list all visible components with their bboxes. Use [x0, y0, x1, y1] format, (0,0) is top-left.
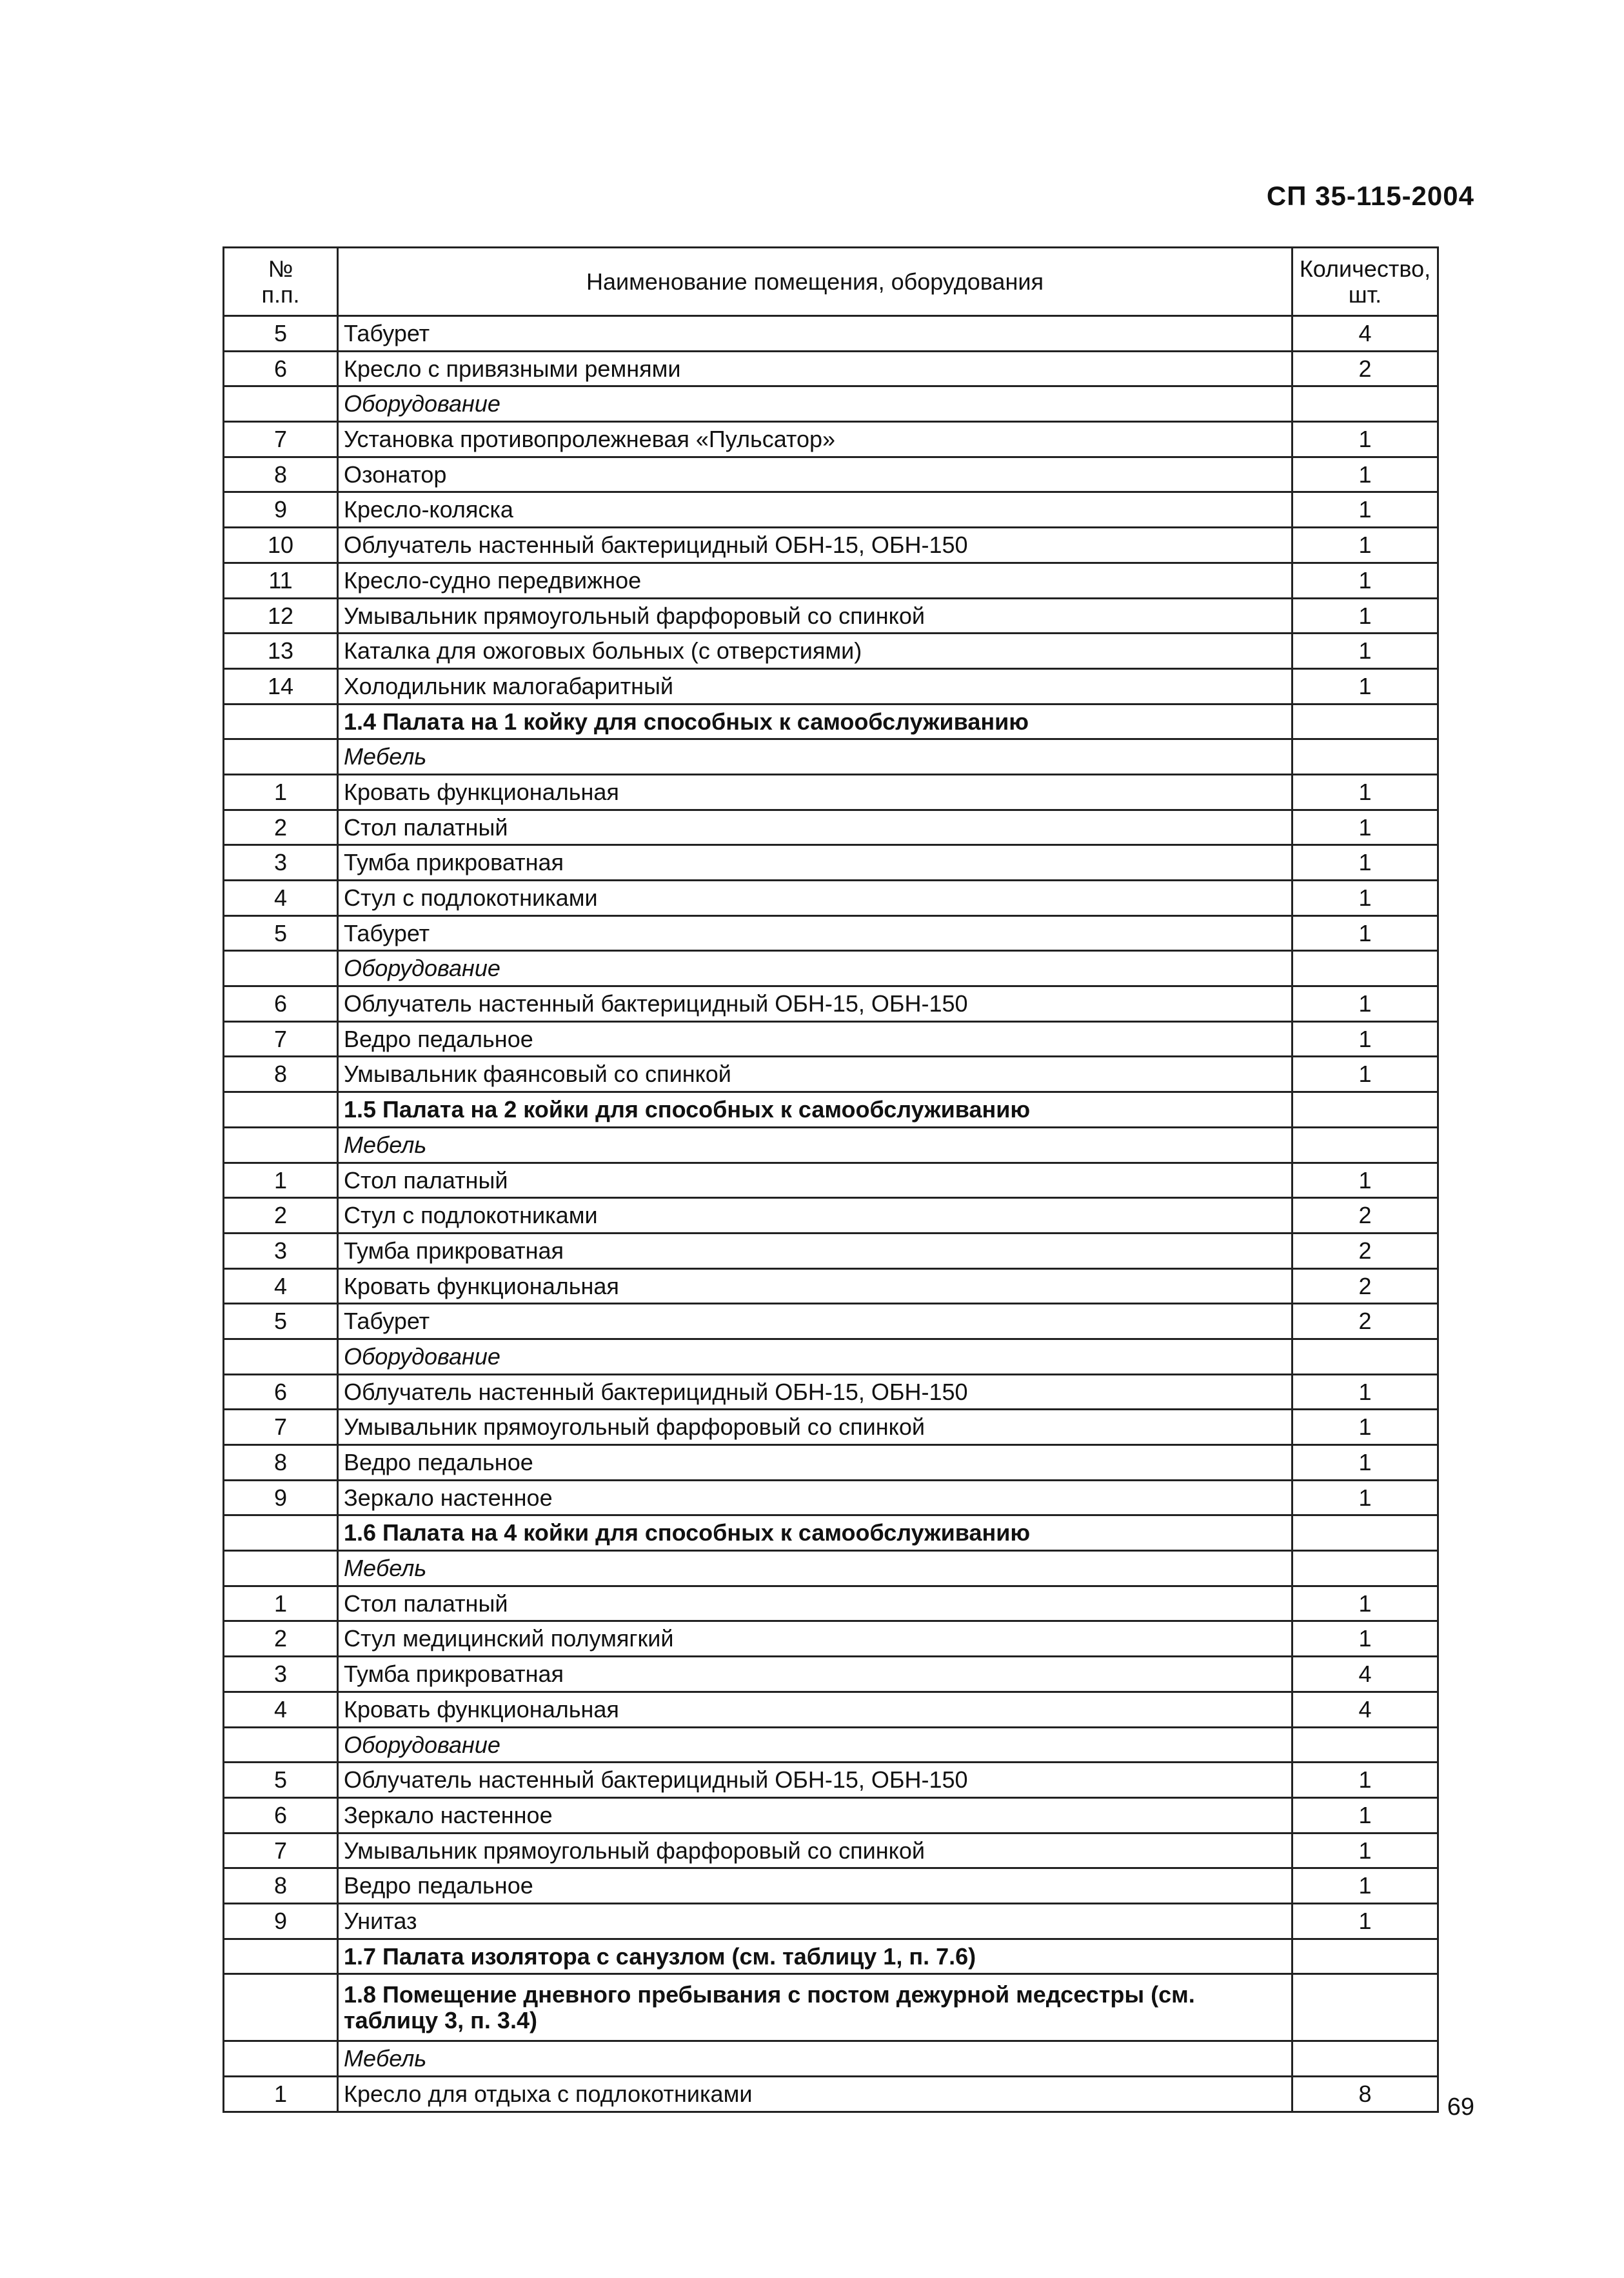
subsection-heading-row	[224, 386, 1438, 422]
row-number: 6	[224, 351, 338, 386]
row-number: 4	[224, 1268, 338, 1304]
item-quantity: 1	[1292, 634, 1438, 669]
item-quantity: 1	[1292, 492, 1438, 528]
table-row	[224, 1657, 1438, 1692]
table-row	[224, 1233, 1438, 1268]
column-header-number-label: № п.п.	[261, 255, 300, 308]
item-quantity: 2	[1292, 351, 1438, 386]
item-quantity	[1292, 386, 1438, 422]
item-quantity	[1292, 1339, 1438, 1374]
item-name: Облучатель настенный бактерицидный ОБН-15, ОБН-150	[338, 528, 1292, 563]
subsection-heading-row	[224, 951, 1438, 986]
item-name: Кровать функциональная	[338, 1692, 1292, 1727]
item-quantity	[1292, 1974, 1438, 2041]
row-number: 6	[224, 986, 338, 1022]
table-row	[224, 457, 1438, 492]
item-quantity: 1	[1292, 563, 1438, 598]
row-number	[224, 1727, 338, 1763]
table-row	[224, 2077, 1438, 2112]
equipment-table	[223, 246, 1439, 2113]
table-row	[224, 1797, 1438, 1833]
table-row	[224, 1268, 1438, 1304]
item-name: Стул с подлокотниками	[338, 1198, 1292, 1234]
item-name: Ведро педальное	[338, 1868, 1292, 1904]
table-row	[224, 1163, 1438, 1198]
item-name: Стул медицинский полумягкий	[338, 1621, 1292, 1657]
item-quantity: 1	[1292, 774, 1438, 810]
row-number: 8	[224, 1445, 338, 1481]
item-name: Ведро педальное	[338, 1021, 1292, 1057]
row-number: 7	[224, 1833, 338, 1868]
row-number	[224, 1339, 338, 1374]
row-number: 7	[224, 422, 338, 457]
table-row	[224, 351, 1438, 386]
item-quantity: 2	[1292, 1198, 1438, 1234]
row-number: 11	[224, 563, 338, 598]
table-row	[224, 1374, 1438, 1410]
table-row	[224, 634, 1438, 669]
row-number: 7	[224, 1410, 338, 1445]
row-number	[224, 1939, 338, 1974]
item-quantity	[1292, 1127, 1438, 1163]
subsection-heading-row	[224, 1127, 1438, 1163]
item-quantity	[1292, 1727, 1438, 1763]
item-quantity	[1292, 704, 1438, 739]
item-name: Кресло для отдыха с подлокотниками	[338, 2077, 1292, 2112]
item-quantity	[1292, 739, 1438, 775]
subsection-heading-row	[224, 2041, 1438, 2077]
row-number	[224, 1974, 338, 2041]
row-number: 13	[224, 634, 338, 669]
item-name: Умывальник прямоугольный фарфоровый со спинкой	[338, 598, 1292, 634]
row-number: 6	[224, 1374, 338, 1410]
row-number	[224, 739, 338, 775]
section-heading-row	[224, 1092, 1438, 1128]
item-quantity	[1292, 951, 1438, 986]
item-quantity: 4	[1292, 316, 1438, 352]
subsection-title: Оборудование	[338, 1339, 1292, 1374]
table-row	[224, 1868, 1438, 1904]
item-name: Умывальник прямоугольный фарфоровый со спинкой	[338, 1833, 1292, 1868]
item-name: Холодильник малогабаритный	[338, 668, 1292, 704]
section-title: 1.4 Палата на 1 койку для способных к самообслуживанию	[338, 704, 1292, 739]
subsection-title: Оборудование	[338, 386, 1292, 422]
column-header-number	[224, 248, 338, 316]
document-code: СП 35-115-2004	[1266, 181, 1474, 211]
header-row	[224, 248, 1438, 316]
subsection-title: Мебель	[338, 1127, 1292, 1163]
item-name: Ведро педальное	[338, 1445, 1292, 1481]
subsection-heading-row	[224, 739, 1438, 775]
table-row	[224, 1304, 1438, 1339]
row-number	[224, 704, 338, 739]
item-quantity: 1	[1292, 1903, 1438, 1939]
item-quantity: 1	[1292, 1021, 1438, 1057]
table-row	[224, 492, 1438, 528]
row-number: 1	[224, 1586, 338, 1621]
row-number: 12	[224, 598, 338, 634]
table-row	[224, 563, 1438, 598]
subsection-title: Оборудование	[338, 951, 1292, 986]
item-name: Кровать функциональная	[338, 774, 1292, 810]
item-name: Облучатель настенный бактерицидный ОБН-15, ОБН-150	[338, 986, 1292, 1022]
item-quantity: 2	[1292, 1268, 1438, 1304]
item-name: Умывальник прямоугольный фарфоровый со спинкой	[338, 1410, 1292, 1445]
subsection-title: Мебель	[338, 739, 1292, 775]
item-quantity: 1	[1292, 422, 1438, 457]
item-quantity: 1	[1292, 986, 1438, 1022]
item-quantity: 1	[1292, 1621, 1438, 1657]
row-number: 8	[224, 457, 338, 492]
row-number	[224, 1127, 338, 1163]
column-header-name-label: Наименование помещения, оборудования	[586, 268, 1044, 295]
item-name: Каталка для ожоговых больных (с отверстиями)	[338, 634, 1292, 669]
row-number: 1	[224, 774, 338, 810]
table-row	[224, 1198, 1438, 1234]
table-header	[224, 248, 1438, 316]
row-number: 5	[224, 915, 338, 951]
row-number: 6	[224, 1797, 338, 1833]
row-number: 1	[224, 2077, 338, 2112]
column-header-quantity-label: Количество, шт.	[1299, 255, 1431, 308]
section-heading-row	[224, 1939, 1438, 1974]
item-name: Облучатель настенный бактерицидный ОБН-15, ОБН-150	[338, 1763, 1292, 1798]
row-number	[224, 386, 338, 422]
row-number: 10	[224, 528, 338, 563]
item-quantity	[1292, 1515, 1438, 1551]
item-name: Стол палатный	[338, 810, 1292, 845]
item-quantity: 1	[1292, 668, 1438, 704]
table-row	[224, 1903, 1438, 1939]
row-number: 4	[224, 1692, 338, 1727]
item-quantity: 1	[1292, 881, 1438, 916]
item-quantity	[1292, 2041, 1438, 2077]
item-name: Табурет	[338, 1304, 1292, 1339]
item-quantity: 1	[1292, 528, 1438, 563]
item-name: Стол палатный	[338, 1586, 1292, 1621]
subsection-heading-row	[224, 1727, 1438, 1763]
row-number	[224, 2041, 338, 2077]
row-number	[224, 1551, 338, 1586]
column-header-quantity	[1292, 248, 1438, 316]
row-number: 9	[224, 1903, 338, 1939]
table-row	[224, 986, 1438, 1022]
column-header-name	[338, 248, 1292, 316]
row-number: 5	[224, 1304, 338, 1339]
table-row	[224, 1057, 1438, 1092]
row-number: 2	[224, 810, 338, 845]
table-row	[224, 1480, 1438, 1515]
row-number: 8	[224, 1057, 338, 1092]
table-row	[224, 1763, 1438, 1798]
table-row	[224, 1833, 1438, 1868]
row-number: 7	[224, 1021, 338, 1057]
item-quantity: 1	[1292, 1445, 1438, 1481]
section-heading-row	[224, 1974, 1438, 2041]
item-name: Установка противопролежневая «Пульсатор»	[338, 422, 1292, 457]
item-quantity: 1	[1292, 845, 1438, 881]
table-row	[224, 845, 1438, 881]
page-number: 69	[1447, 2093, 1474, 2121]
table-row	[224, 1586, 1438, 1621]
table-row	[224, 1445, 1438, 1481]
row-number: 1	[224, 1163, 338, 1198]
item-quantity	[1292, 1092, 1438, 1128]
item-quantity: 4	[1292, 1692, 1438, 1727]
item-quantity: 1	[1292, 1410, 1438, 1445]
subsection-heading-row	[224, 1339, 1438, 1374]
item-quantity: 1	[1292, 457, 1438, 492]
item-name: Зеркало настенное	[338, 1480, 1292, 1515]
item-name: Кресло с привязными ремнями	[338, 351, 1292, 386]
item-quantity: 1	[1292, 1797, 1438, 1833]
item-name: Зеркало настенное	[338, 1797, 1292, 1833]
section-title: 1.8 Помещение дневного пребывания с постом дежурной медсестры (см. таблицу 3, п. 3.4)	[338, 1974, 1292, 2041]
row-number: 9	[224, 1480, 338, 1515]
item-quantity: 2	[1292, 1304, 1438, 1339]
item-name: Табурет	[338, 915, 1292, 951]
section-title: 1.5 Палата на 2 койки для способных к самообслуживанию	[338, 1092, 1292, 1128]
item-quantity: 1	[1292, 1868, 1438, 1904]
item-name: Тумба прикроватная	[338, 1657, 1292, 1692]
item-quantity: 1	[1292, 1374, 1438, 1410]
table-row	[224, 1692, 1438, 1727]
item-name: Унитаз	[338, 1903, 1292, 1939]
item-quantity: 8	[1292, 2077, 1438, 2112]
table-row	[224, 422, 1438, 457]
item-quantity: 1	[1292, 1480, 1438, 1515]
item-quantity: 1	[1292, 1586, 1438, 1621]
item-quantity: 1	[1292, 598, 1438, 634]
section-heading-row	[224, 704, 1438, 739]
row-number: 5	[224, 1763, 338, 1798]
item-quantity: 1	[1292, 915, 1438, 951]
subsection-title: Оборудование	[338, 1727, 1292, 1763]
table-row	[224, 1621, 1438, 1657]
item-name: Стул с подлокотниками	[338, 881, 1292, 916]
table-row	[224, 598, 1438, 634]
item-name: Облучатель настенный бактерицидный ОБН-15, ОБН-150	[338, 1374, 1292, 1410]
item-name: Тумба прикроватная	[338, 1233, 1292, 1268]
row-number: 3	[224, 1233, 338, 1268]
table-row	[224, 915, 1438, 951]
table-row	[224, 316, 1438, 352]
table-row	[224, 881, 1438, 916]
item-quantity: 1	[1292, 1763, 1438, 1798]
item-name: Тумба прикроватная	[338, 845, 1292, 881]
row-number: 9	[224, 492, 338, 528]
item-quantity: 1	[1292, 1833, 1438, 1868]
table-row	[224, 810, 1438, 845]
row-number: 5	[224, 316, 338, 352]
section-title: 1.7 Палата изолятора с санузлом (см. таблицу 1, п. 7.6)	[338, 1939, 1292, 1974]
item-name: Табурет	[338, 316, 1292, 352]
table-row	[224, 668, 1438, 704]
item-name: Кресло-судно передвижное	[338, 563, 1292, 598]
row-number: 8	[224, 1868, 338, 1904]
row-number: 4	[224, 881, 338, 916]
row-number: 2	[224, 1198, 338, 1234]
item-quantity: 1	[1292, 1057, 1438, 1092]
row-number	[224, 951, 338, 986]
section-heading-row	[224, 1515, 1438, 1551]
item-name: Озонатор	[338, 457, 1292, 492]
item-quantity: 1	[1292, 810, 1438, 845]
item-name: Стол палатный	[338, 1163, 1292, 1198]
item-quantity: 1	[1292, 1163, 1438, 1198]
table-body	[224, 316, 1438, 2112]
table-row	[224, 528, 1438, 563]
row-number	[224, 1092, 338, 1128]
row-number: 14	[224, 668, 338, 704]
subsection-title: Мебель	[338, 2041, 1292, 2077]
subsection-heading-row	[224, 1551, 1438, 1586]
table-row	[224, 1021, 1438, 1057]
item-name: Кровать функциональная	[338, 1268, 1292, 1304]
item-quantity	[1292, 1939, 1438, 1974]
row-number: 2	[224, 1621, 338, 1657]
item-name: Кресло-коляска	[338, 492, 1292, 528]
row-number: 3	[224, 1657, 338, 1692]
section-title: 1.6 Палата на 4 койки для способных к самообслуживанию	[338, 1515, 1292, 1551]
table-row	[224, 774, 1438, 810]
item-name: Умывальник фаянсовый со спинкой	[338, 1057, 1292, 1092]
subsection-title: Мебель	[338, 1551, 1292, 1586]
item-quantity	[1292, 1551, 1438, 1586]
table-row	[224, 1410, 1438, 1445]
row-number	[224, 1515, 338, 1551]
row-number: 3	[224, 845, 338, 881]
item-quantity: 4	[1292, 1657, 1438, 1692]
item-quantity: 2	[1292, 1233, 1438, 1268]
